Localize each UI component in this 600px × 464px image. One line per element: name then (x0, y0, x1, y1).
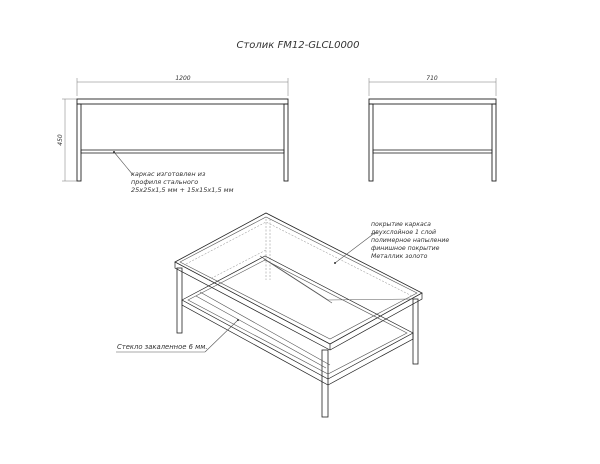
glass-note-text: Стекло закаленное 6 мм. (117, 343, 208, 351)
coating-note-line-2: двухслойное 1 слой (371, 229, 437, 236)
side-view (369, 75, 496, 181)
glass-note (116, 319, 239, 352)
drawing-title: Столик FM12-GLCL0000 (236, 40, 360, 51)
side-depth-dimension: 710 (426, 75, 438, 82)
coating-note-line-4: финишное покрытие (371, 245, 440, 252)
coating-note-line-3: полимерное напыление (371, 237, 450, 244)
lower-glass-shelf (182, 256, 413, 385)
frame-note-line-3: 25х25х1,5 мм + 15х15х1,5 мм (131, 186, 234, 194)
coating-note (334, 221, 449, 264)
front-height-dimension: 450 (57, 134, 64, 146)
frame-note-line-1: каркас изготовлен из (131, 170, 206, 178)
front-width-dimension: 1200 (175, 75, 191, 82)
front-view (57, 75, 288, 181)
frame-note (113, 151, 234, 194)
coating-note-line-5: Металлик золото (371, 253, 428, 260)
frame-note-line-2: профиля стального (131, 178, 199, 186)
coating-note-line-1: покрытие каркаса (371, 221, 431, 228)
